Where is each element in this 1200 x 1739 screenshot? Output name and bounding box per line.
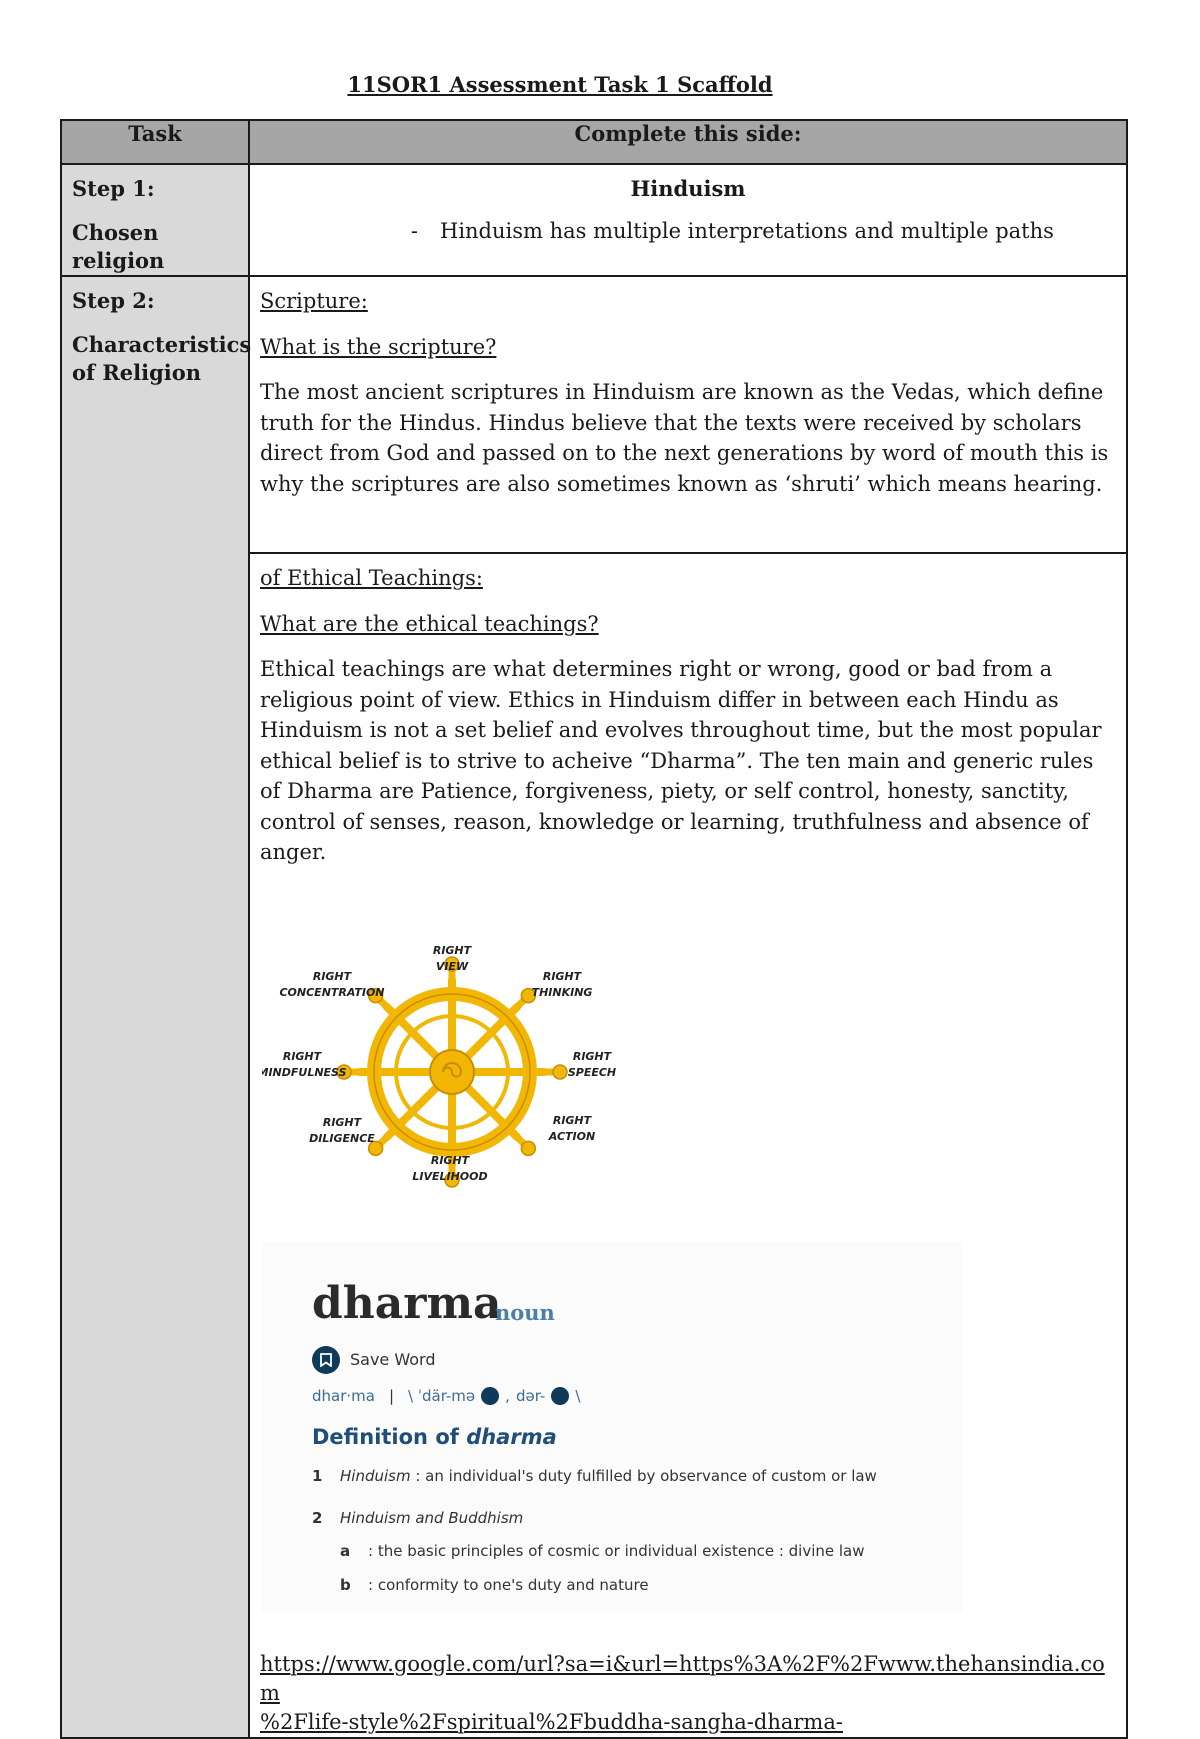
source-link-line2[interactable]: %2Flife-style%2Fspiritual%2Fbuddha-sangha-dharma- <box>260 1709 843 1734</box>
step1-cell <box>61 164 249 276</box>
wheel-label-line1: RIGHT <box>312 969 352 983</box>
scripture-question: What is the scripture? <box>260 335 497 359</box>
pron-1: \ ˈdär-mə <box>408 1386 476 1405</box>
def-word: dharma <box>466 1424 557 1449</box>
source-link[interactable] <box>260 1650 1116 1737</box>
step2-sublabel: Characteristics of Religion <box>72 332 252 385</box>
step1-label: Step 1: <box>72 176 155 201</box>
dict-word: dharma <box>312 1277 502 1329</box>
sense-2a-num: a <box>340 1541 351 1560</box>
sense-2b-num: b <box>340 1575 351 1594</box>
wheel-label-line2: VIEW <box>435 959 469 973</box>
speaker-icon[interactable] <box>481 1387 499 1405</box>
wheel-label-line1: RIGHT <box>430 1153 470 1167</box>
scripture-cell <box>249 276 1127 553</box>
document-title: 11SOR1 Assessment Task 1 Scaffold <box>347 72 773 97</box>
speaker-icon[interactable] <box>551 1387 569 1405</box>
pron-2: dər- <box>515 1386 546 1405</box>
dharma-wheel-svg <box>262 942 702 1212</box>
definition-heading <box>312 1425 557 1449</box>
header-task: Task <box>61 120 249 164</box>
pron-end: \ <box>575 1386 581 1405</box>
bullet-dash: - <box>410 219 418 243</box>
ethics-question: What are the ethical teachings? <box>260 612 599 636</box>
wheel-label-line2: CONCENTRATION <box>279 985 385 999</box>
sense-2b-text: : conformity to one's duty and nature <box>368 1575 649 1594</box>
wheel-label-line1: RIGHT <box>552 1113 592 1127</box>
bookmark-icon <box>312 1346 340 1374</box>
wheel-label-line1: RIGHT <box>572 1049 612 1063</box>
save-word-button[interactable] <box>312 1346 435 1374</box>
header-row <box>61 120 1127 164</box>
chosen-religion: Hinduism <box>630 176 746 201</box>
scaffold-table <box>60 119 1128 1739</box>
sense-2a-text: : the basic principles of cosmic or individual existence : divine law <box>368 1541 865 1560</box>
ethics-heading: of Ethical Teachings: <box>260 566 483 590</box>
step2-label: Step 2: <box>72 288 155 313</box>
religion-cell <box>249 164 1127 276</box>
sense-2-num: 2 <box>312 1508 323 1527</box>
sense-1-text: : an individual's duty fulfilled by observance of custom or law <box>415 1466 877 1485</box>
wheel-label-line2: DILIGENCE <box>309 1131 375 1145</box>
bullet-text: Hinduism has multiple interpretations and multiple paths <box>440 219 1054 243</box>
dict-part-of-speech: noun <box>495 1299 555 1325</box>
sense-2 <box>312 1509 523 1527</box>
dict-syllables: dhar·ma <box>312 1386 375 1405</box>
scripture-answer: The most ancient scriptures in Hinduism are known as the Vedas, which define truth for the Hindus. Hindus believe that the texts were received by scholars direct from God and passed on to the next generations by word of mouth this is why the scriptures are also sometimes known as ‘shruti’ which means hearing. <box>260 380 1109 496</box>
step2-cell <box>61 276 252 1738</box>
ethics-answer: Ethical teachings are what determines right or wrong, good or bad from a religious point of view. Ethics in Hinduism differ in between each Hindu as Hinduism is not a set belief and evolves throughout time, but the most popular ethical belief is to strive to acheive “Dharma”. The ten main and generic rules of Dharma are Patience, forgiveness, piety, or self control, honesty, sanctity, control of senses, reason, knowledge or learning, truthfulness and absence of anger. <box>260 657 1102 864</box>
sense-2b <box>340 1576 649 1594</box>
step2-row-scripture <box>61 276 1127 553</box>
sense-1-label: Hinduism <box>340 1466 411 1485</box>
save-word-label: Save Word <box>350 1350 436 1369</box>
step1-row <box>61 164 1127 276</box>
wheel-label-line2: MINDFULNESS <box>262 1065 347 1079</box>
sense-1 <box>312 1467 877 1485</box>
ethics-cell <box>249 553 1127 1738</box>
pron-separator: | <box>388 1386 395 1405</box>
wheel-handle-knob <box>521 1141 535 1155</box>
wheel-label-line1: RIGHT <box>282 1049 322 1063</box>
dictionary-entry-image <box>262 1242 962 1612</box>
pron-comma: , <box>505 1386 510 1405</box>
dharma-wheel-image <box>262 942 702 1212</box>
religion-bullet <box>260 217 1116 245</box>
wheel-label-line2: ACTION <box>548 1129 596 1143</box>
dict-pronunciation <box>312 1387 580 1405</box>
sense-1-num: 1 <box>312 1466 323 1485</box>
source-link-line1[interactable]: https://www.google.com/url?sa=i&url=https%3A%2F%2Fwww.thehansindia.com <box>260 1651 1105 1705</box>
wheel-label-line2: SPEECH <box>567 1065 617 1079</box>
wheel-handle-knob <box>553 1065 567 1079</box>
wheel-label-line1: RIGHT <box>322 1115 362 1129</box>
sense-2-label: Hinduism and Buddhism <box>340 1508 524 1527</box>
scripture-heading: Scripture: <box>260 289 368 313</box>
wheel-label-line1: RIGHT <box>432 943 472 957</box>
wheel-label-line1: RIGHT <box>542 969 582 983</box>
header-complete: Complete this side: <box>249 120 1127 164</box>
def-prefix: Definition of <box>312 1424 459 1449</box>
wheel-label-line2: THINKING <box>531 985 593 999</box>
wheel-label-line2: LIVELIHOOD <box>412 1169 488 1183</box>
sense-2a <box>340 1542 865 1560</box>
step1-sublabel: Chosen religion <box>72 220 165 273</box>
